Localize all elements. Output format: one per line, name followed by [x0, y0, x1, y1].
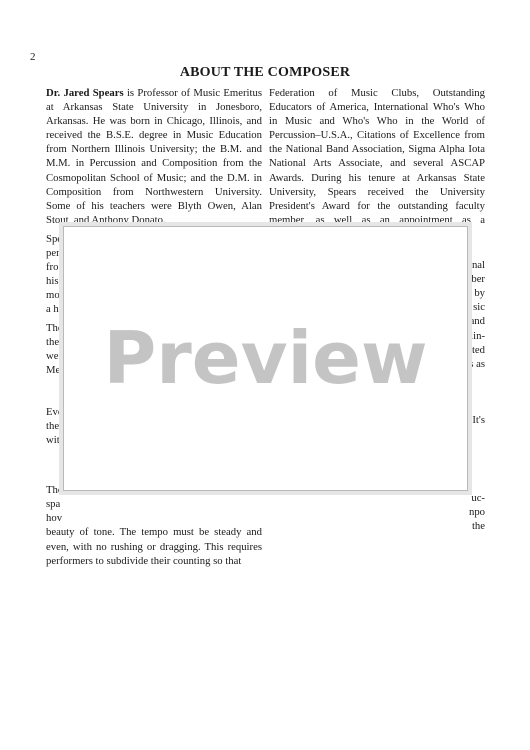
right-fragment: sic — [473, 301, 485, 314]
left-fragment: we — [46, 349, 59, 362]
left-fragment: Eve — [46, 405, 63, 418]
page-title: ABOUT THE COMPOSER — [179, 65, 351, 80]
right-fragment: It's — [472, 413, 485, 426]
preview-overlay — [63, 226, 468, 491]
right-fragment: ted — [471, 343, 485, 356]
body-paragraph: beauty of tone. The tempo must be steady and even, with no rushing or dragging. This requires performers to subdivide their counting so that — [46, 526, 262, 567]
left-fragment: the — [46, 419, 60, 432]
right-fragment: lin- — [470, 329, 485, 342]
right-fragment: the — [471, 520, 485, 533]
left-fragment: mo — [46, 289, 60, 302]
left-fragment: Me — [46, 363, 61, 376]
right-fragment: nal — [471, 259, 485, 272]
left-fragment: fro — [46, 261, 59, 274]
left-fragment: per — [46, 247, 60, 260]
left-fragment: a h — [46, 303, 59, 316]
awards-paragraph: Federation of Music Clubs, Outstanding Educators of America, International Who's Who in Music and Who's Who in the World of Percussion–U.S.A., Citations of Excellence from the National Band Association, Sigma Alpha Iota National Arts Associate, and several ASCAP Awards. During his tenure at Arkansas State University, Spears received the University President's Award for the outstanding faculty member, as well as an appointment as a — [269, 87, 485, 226]
left-fragment: wit — [46, 434, 60, 447]
left-fragment: The — [46, 484, 63, 497]
left-fragment: hov — [46, 512, 63, 525]
bio-text: is Professor of Music Emeritus at Arkansas State University in Jonesboro, Arkansas. He was born in Chicago, Illinois, and received the B.S.E. degree in Music Education from Northern Illinois University; the B.M. and M.M. in Percussion and Composition from the Cosmopolitan School of Music; and the D.M. in Composition from Northwestern University. Some of his teachers were Blyth Owen, Alan Stout, and Anthony Donato. — [46, 87, 262, 226]
left-fragment: The — [46, 321, 63, 334]
right-fragment: uc- — [471, 491, 485, 504]
bio-paragraph — [46, 86, 262, 227]
left-fragment: spa — [46, 498, 61, 511]
right-fragment: and — [469, 315, 485, 328]
preview-watermark: Preview — [103, 316, 428, 400]
right-fragment: npo — [468, 505, 485, 518]
right-fragment: by — [474, 287, 485, 300]
right-fragment: s as — [469, 357, 485, 370]
composer-name: Dr. Jared Spears — [46, 87, 124, 99]
right-fragment: ber — [471, 273, 485, 286]
left-fragment: the — [46, 335, 60, 348]
page-number: 2 — [30, 51, 36, 63]
left-fragment: Spe — [46, 232, 63, 245]
left-fragment: his — [46, 275, 59, 288]
